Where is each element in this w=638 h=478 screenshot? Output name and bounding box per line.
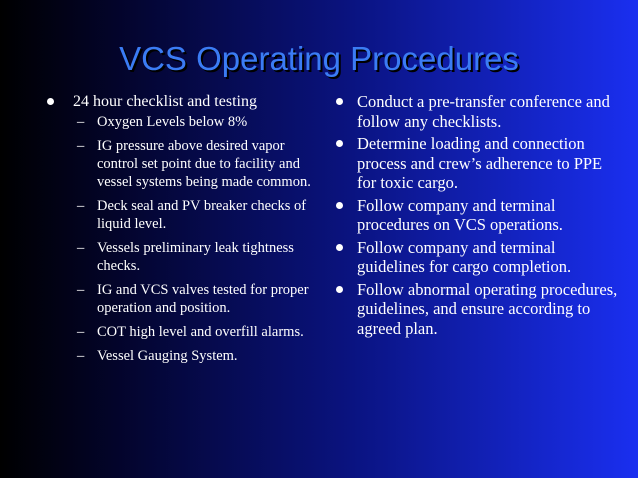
dash-icon: – [77, 282, 85, 298]
right-bullet-text: Follow abnormal operating procedures, guidelines, and ensure according to agreed plan. [357, 279, 618, 338]
left-main-text: 24 hour checklist and testing [73, 93, 257, 110]
bullet-dot-icon [336, 244, 343, 251]
right-bullet-item [334, 92, 624, 131]
right-column [334, 92, 624, 341]
sub-item-text: IG pressure above desired vapor control set point due to facility and vessel systems being made common. [97, 138, 311, 190]
sub-item-text: IG and VCS valves tested for proper operation and position. [97, 282, 309, 316]
right-bullet-text: Follow company and terminal procedures on VCS operations. [357, 195, 563, 234]
sub-item-text: Oxygen Levels below 8% [97, 114, 248, 130]
right-bullet-item [334, 280, 624, 339]
sub-item-text: Deck seal and PV breaker checks of liquid level. [97, 198, 307, 232]
sub-item [77, 137, 316, 191]
right-bullet-text: Follow company and terminal guidelines for cargo completion. [357, 237, 572, 276]
sub-item-text: Vessel Gauging System. [97, 348, 238, 364]
bullet-dot-icon [336, 202, 343, 209]
sub-item-text: COT high level and overfill alarms. [97, 324, 304, 340]
sub-item [77, 347, 316, 365]
dash-icon: – [77, 198, 85, 214]
bullet-dot-icon [47, 98, 54, 105]
bullet-dot-icon [336, 140, 343, 147]
dash-icon: – [77, 138, 85, 154]
slide-title: VCS Operating Procedures [119, 40, 519, 77]
right-bullet-item [334, 196, 624, 235]
left-main-bullet [46, 92, 316, 111]
sub-item [77, 239, 316, 275]
right-bullet-item [334, 238, 624, 277]
dash-icon: – [77, 240, 85, 256]
right-bullet-item [334, 134, 624, 193]
sub-item [77, 197, 316, 233]
bullet-dot-icon [336, 286, 343, 293]
dash-icon: – [77, 114, 85, 130]
dash-icon: – [77, 324, 85, 340]
sub-item [77, 281, 316, 317]
right-bullet-text: Determine loading and connection process and crew’s adherence to PPE for toxic cargo. [357, 134, 603, 192]
left-column [46, 92, 316, 371]
right-bullet-text: Conduct a pre-transfer conference and follow any checklists. [357, 92, 610, 131]
sub-item [77, 113, 316, 131]
left-sub-list [77, 113, 316, 365]
sub-item-text: Vessels preliminary leak tightness checks. [97, 240, 294, 274]
sub-item [77, 323, 316, 341]
bullet-dot-icon [336, 98, 343, 105]
dash-icon: – [77, 348, 85, 364]
